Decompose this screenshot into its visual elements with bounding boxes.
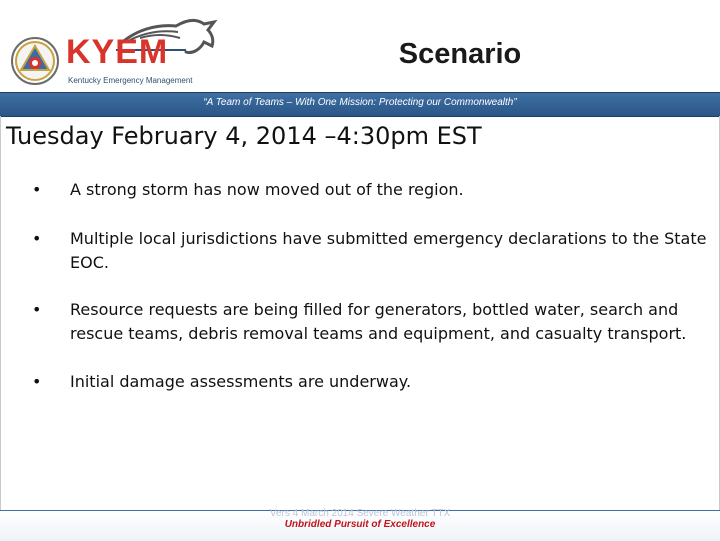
slide-header bbox=[0, 0, 720, 92]
tagline: “A Team of Teams – With One Mission: Protecting our Commonwealth” bbox=[203, 97, 517, 108]
bullet-marker: • bbox=[32, 180, 42, 199]
tagline-banner bbox=[0, 92, 720, 117]
logo-text: KYEM bbox=[66, 33, 169, 71]
logo-subtitle: Kentucky Emergency Management bbox=[68, 76, 193, 85]
bullet-text: Resource requests are being filled for generators, bottled water, search and rescue teams, debris removal teams and equipment, and casualty transport. bbox=[70, 300, 687, 343]
bullet-marker: • bbox=[32, 229, 42, 248]
kyem-logo bbox=[62, 10, 222, 90]
bullet-marker: • bbox=[32, 372, 42, 391]
list-item bbox=[32, 298, 720, 346]
seal-icon bbox=[10, 36, 60, 86]
bullet-text: A strong storm has now moved out of the region. bbox=[70, 180, 464, 199]
bullet-text: Multiple local jurisdictions have submitted emergency declarations to the State EOC. bbox=[70, 229, 707, 272]
scenario-datetime: Tuesday February 4, 2014 –4:30pm EST bbox=[6, 122, 482, 150]
slide-title: Scenario bbox=[398, 38, 522, 70]
bullet-marker: • bbox=[32, 300, 42, 319]
list-item bbox=[32, 370, 411, 394]
list-item bbox=[32, 227, 720, 275]
list-item bbox=[32, 178, 464, 202]
bullet-text: Initial damage assessments are underway. bbox=[70, 372, 412, 391]
footer-motto: Unbridled Pursuit of Excellence bbox=[284, 519, 436, 530]
footer-version: Vers 4 March 2014 Severe Weather TTX bbox=[269, 508, 451, 519]
